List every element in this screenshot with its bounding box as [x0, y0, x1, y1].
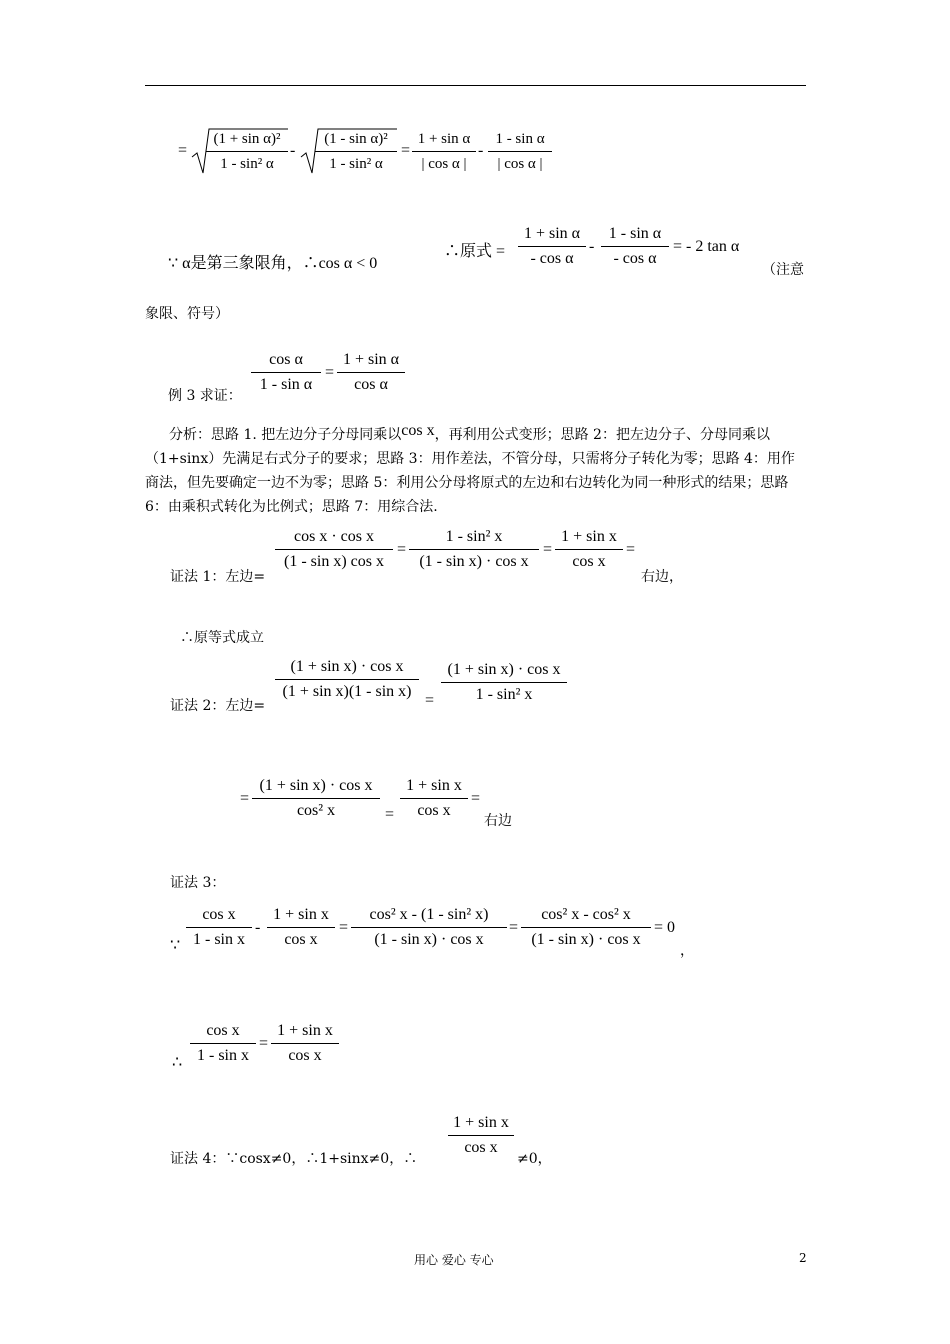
right-side-text: 右边， [641, 569, 683, 585]
fraction: $\frac{\text{1 + sin α}}{\text{| cos α |}}$ [412, 129, 476, 174]
fraction: $\frac{\text{(1 + sin x) · cos x}}{\text{1 - sin² x}}$ [441, 660, 567, 705]
equals-sign: = [626, 541, 636, 558]
equals-sign: = [509, 919, 519, 936]
fraction: $\frac{\text{1 - sin² x}}{\text{(1 - sin x) · cos x}}$ [409, 527, 539, 572]
comma: ， [680, 943, 694, 959]
fraction: $\frac{\text{1 + sin α}}{\text{cos α}}$ [337, 350, 405, 395]
zero-result: = 0 [654, 919, 676, 936]
because-text: ∵ α是第三象限角，∴cos α < 0 [168, 255, 378, 272]
conclusion-text: ∴原等式成立 [180, 630, 264, 646]
note-text-continued: 象限、符号） [145, 306, 229, 322]
minus-sign: - [255, 919, 261, 936]
equals-sign: = [471, 790, 481, 807]
page-number: 2 [799, 1251, 807, 1265]
fraction: $\frac{\text{(1 + sin x) · cos x}}{\text{(1 + sin x)(1 - sin x)}}$ [275, 657, 419, 702]
proof4-label: 证法 4：∵cosx≠0，∴1+sinx≠0，∴ [170, 1151, 418, 1167]
example-label: 例 3 求证： [168, 388, 242, 404]
fraction: $\frac{\text{1 - sin α}}{\text{| cos α |}}$ [488, 129, 552, 174]
fraction: $\frac{\text{(1 + sin α)²}}{\text{1 - sin² α}}$ [206, 129, 288, 174]
equals-sign: = [339, 919, 349, 936]
equals-sign: = [240, 790, 250, 807]
proof2-label: 证法 2：左边= [170, 698, 266, 714]
therefore-label: ∴原式 = [444, 243, 506, 260]
minus-sign: - [290, 142, 296, 159]
fraction: $\frac{\text{cos α}}{\text{1 - sin α}}$ [251, 350, 321, 395]
note-text: （注意 [762, 262, 804, 278]
therefore-symbol: ∴ [172, 1054, 183, 1071]
analysis-paragraph: 分析：思路 1. 把左边分子分母同乘以cos x，再利用公式变形；思路 2：把左边分子、分母同乘以（1+sinx）先满足右式分子的要求；思路 3：用作差法，不管分母，只需将分子转化为零；思路 4：用作商法，但先要确定一边不为零；思路 5：利用公分母将原式的左边和右边转化为同一种形式的结果；思路 6：由乘积式转化为比例式；思路 7：用综合法. [145, 422, 795, 515]
footer-text: 用心 爱心 专心 [414, 1253, 494, 1267]
fraction: $\frac{\text{cos x · cos x}}{\text{(1 - sin x) cos x}}$ [275, 527, 393, 572]
equals-sign: = [397, 541, 407, 558]
equals-sign: = [401, 142, 411, 159]
proof1-label: 证法 1：左边= [170, 569, 266, 585]
equals-sign: = [325, 364, 335, 381]
fraction: $\frac{\text{cos x}}{\text{1 - sin x}}$ [186, 905, 252, 950]
fraction: $\frac{\text{(1 - sin α)²}}{\text{1 - sin² α}}$ [315, 129, 397, 174]
equals-sign: = [425, 692, 435, 709]
fraction: $\frac{\text{1 + sin x}}{\text{cos x}}$ [267, 905, 335, 950]
minus-sign: - [589, 238, 595, 255]
result: = - 2 tan α [673, 238, 740, 255]
proof3-label: 证法 3： [170, 875, 226, 891]
equals-sign: = [385, 806, 395, 823]
fraction: $\frac{\text{1 + sin x}}{\text{cos x}}$ [271, 1021, 339, 1066]
fraction: $\frac{\text{cos² x - (1 - sin² x)}}{\text{(1 - sin x) · cos x}}$ [351, 905, 507, 950]
fraction: $\frac{\text{1 + sin α}}{\text{- cos α}}$ [518, 224, 586, 269]
fraction: $\frac{\text{1 + sin x}}{\text{cos x}}$ [400, 776, 468, 821]
fraction: $\frac{\text{cos x}}{\text{1 - sin x}}$ [190, 1021, 256, 1066]
right-side-text: 右边 [484, 813, 512, 829]
fraction: $\frac{\text{1 + sin x}}{\text{cos x}}$ [448, 1113, 514, 1158]
header-rule [145, 85, 806, 86]
fraction: $\frac{\text{1 - sin α}}{\text{- cos α}}$ [601, 224, 669, 269]
fraction: $\frac{\text{(1 + sin x) · cos x}}{\text{cos² x}}$ [252, 776, 380, 821]
not-equal-text: ≠0， [517, 1151, 552, 1167]
equals-sign: = [259, 1035, 269, 1052]
fraction: $\frac{\text{1 + sin x}}{\text{cos x}}$ [555, 527, 623, 572]
cos-x: cos x [401, 422, 435, 439]
equals-sign: = [178, 142, 188, 159]
minus-sign: - [478, 142, 484, 159]
because-symbol: ∵ [170, 937, 181, 954]
fraction: $\frac{\text{cos² x - cos² x}}{\text{(1 - sin x) · cos x}}$ [521, 905, 651, 950]
equals-sign: = [543, 541, 553, 558]
